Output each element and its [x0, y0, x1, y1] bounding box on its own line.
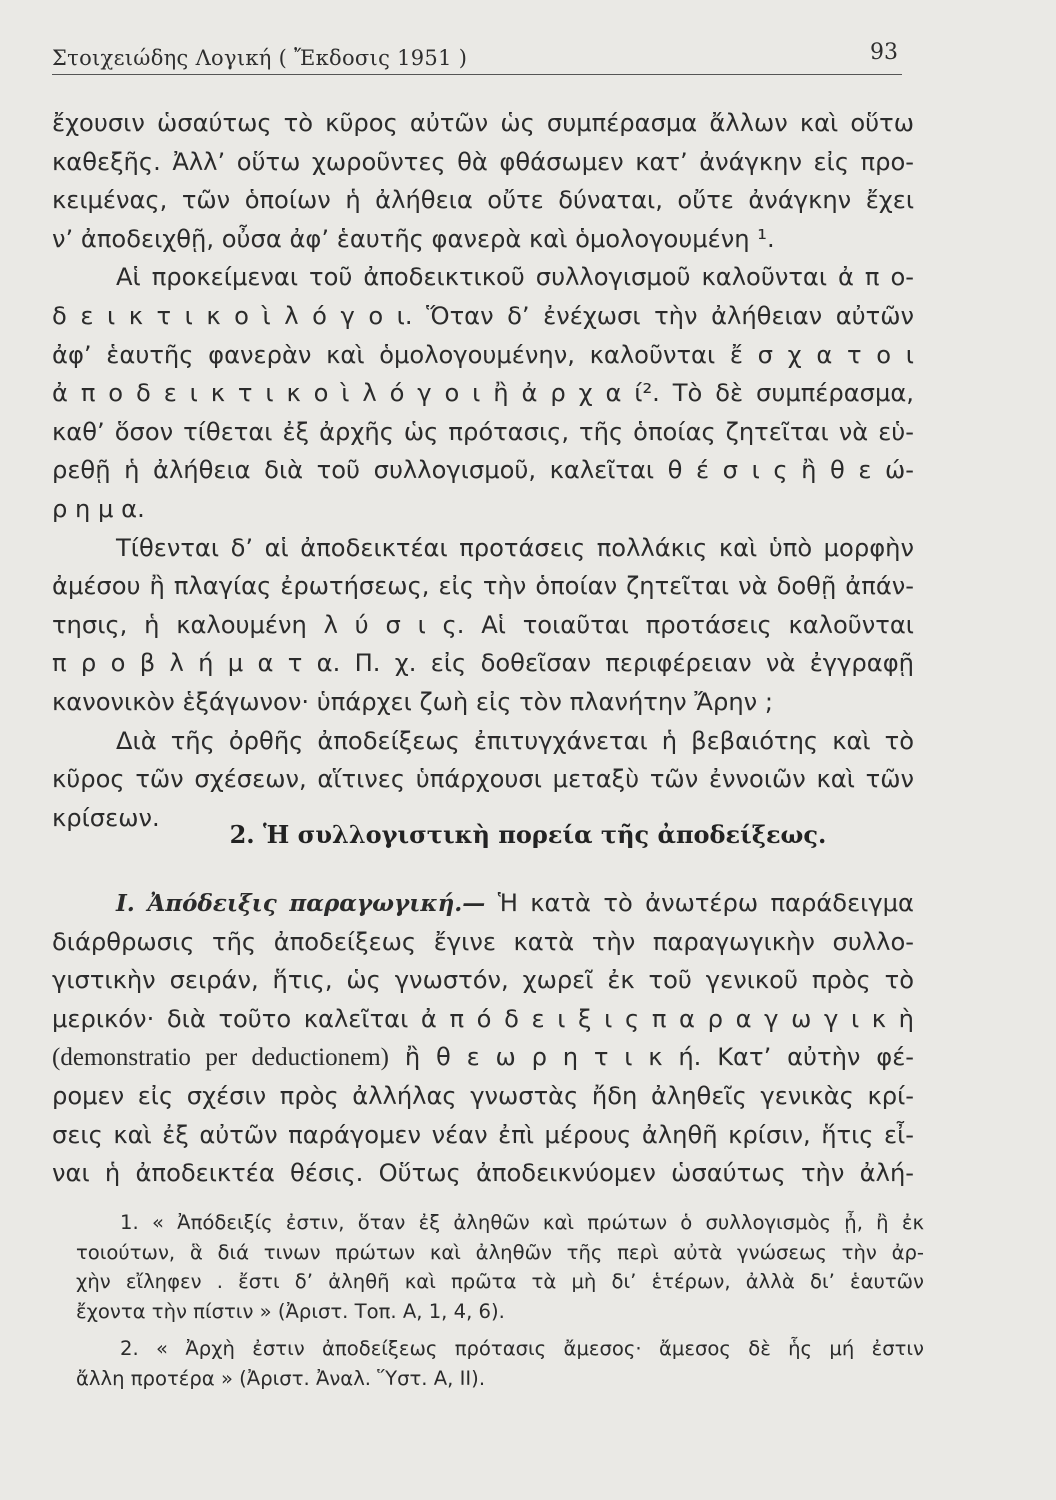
text-line: ἀ π ο δ ε ι κ τ ι κ ο ὶ λ ό γ ο ι ἢ ἀ ρ χ α ί². Τὸ δὲ συμπέρασμα,	[52, 379, 914, 408]
text-line: Τίθενται δ’ αἱ ἀποδεικτέαι προτάσεις πολλάκις καὶ ὑπὸ μορφὴν	[116, 533, 914, 562]
text-line: π ρ ο β λ ή μ α τ α. Π. χ. εἰς δοθεῖσαν περιφέρειαν νὰ ἐγγραφῇ	[52, 649, 914, 678]
text-line: κρίσεων.	[52, 803, 160, 832]
text-line: ἀμέσου ἢ πλαγίας ἐρωτήσεως, εἰς τὴν ὁποίαν ζητεῖται νὰ δοθῇ ἀπάν-	[52, 572, 914, 601]
subheading-line-rest: Ἡ κατὰ τὸ ἀνωτέρω παράδειγμα	[497, 889, 914, 917]
text-line: ν’ ἀποδειχθῇ, οὖσα ἀφ’ ἑαυτῆς φανερὰ καὶ ὁμολογουμένη ¹.	[52, 224, 775, 253]
footnotes	[76, 1208, 924, 1394]
text-line: ἀφ’ ἑαυτῆς φανερὰν καὶ ὁμολογουμένην, καλοῦνται ἔ σ χ α τ ο ι	[52, 340, 914, 369]
text-line: κειμένας, τῶν ὁποίων ἡ ἀλήθεια οὔτε δύναται, οὔτε ἀνάγκην ἔχει	[52, 186, 914, 215]
footnote-line: ἄλλη προτέρα » (Ἀριστ. Ἀναλ. Ὕστ. Α, ΙΙ).	[76, 1366, 486, 1390]
text-line: ρεθῇ ἡ ἀλήθεια διὰ τοῦ συλλογισμοῦ, καλεῖται θ έ σ ι ς ἢ θ ε ώ-	[52, 456, 914, 485]
text-line: μερικόν· διὰ τοῦτο καλεῖται ἀ π ό δ ε ι ξ ι ς π α ρ α γ ω γ ι κ ὴ	[52, 1004, 914, 1033]
footnote-line: χὴν εἴληφεν . ἔστι δ’ ἀληθῆ καὶ πρῶτα τὰ μὴ δι’ ἑτέρων, ἀλλὰ δι’ ἑαυτῶν	[76, 1270, 924, 1294]
section-heading: 2. Ἡ συλλογιστικὴ πορεία τῆς ἀποδείξεως.	[229, 820, 827, 849]
latin-line-rest: ἢ θ ε ω ρ η τ ι κ ή. Κατ’ αὐτὴν φέ-	[404, 1043, 914, 1072]
text-line: σεις καὶ ἐξ αὐτῶν παράγομεν νέαν ἐπὶ μέρους ἀληθῆ κρίσιν, ἥτις εἶ-	[52, 1120, 914, 1149]
footnote-line: 2. « Ἀρχὴ ἐστιν ἀποδείξεως πρότασις ἄμεσος· ἄμεσος δὲ ἧς μή ἐστιν	[120, 1337, 924, 1361]
text-line: ρ η μ α.	[52, 494, 145, 523]
body-paragraphs	[52, 104, 914, 837]
footnote-1	[76, 1208, 924, 1326]
footnote-line: 1. « Ἀπόδειξίς ἐστιν, ὅταν ἐξ ἀληθῶν καὶ πρώτων ὁ συλλογισμὸς ᾖ, ἢ ἐκ	[120, 1211, 924, 1234]
latin-term: (demonstratio per deductionem)	[52, 1044, 389, 1072]
subheading: I. Ἀπόδειξις παραγωγική.—	[116, 890, 486, 917]
page-number: 93	[870, 40, 898, 65]
latin-line	[52, 1038, 914, 1077]
running-title: Στοιχειώδης Λογική ( Ἔκδοσις 1951 )	[52, 46, 468, 70]
footnote-gap	[76, 1326, 924, 1334]
text-line: Αἱ προκείμεναι τοῦ ἀποδεικτικοῦ συλλογισμοῦ καλοῦνται ἀ π ο-	[116, 263, 914, 292]
text-line: διάρθρωσις τῆς ἀποδείξεως ἔγινε κατὰ τὴν παραγωγικὴν συλλο-	[52, 927, 914, 956]
footnote-line: ἔχοντα τὴν πίστιν » (Ἀριστ. Τοπ. Α, 1, 4, 6).	[76, 1299, 505, 1323]
text-line: ἔχουσιν ὡσαύτως τὸ κῦρος αὐτῶν ὡς συμπέρασμα ἄλλων καὶ οὕτω	[52, 109, 914, 137]
text-line: ναι ἡ ἀποδεικτέα θέσις. Οὕτως ἀποδεικνύομεν ὡσαύτως τὴν ἀλή-	[52, 1159, 914, 1188]
subheading-line	[52, 884, 914, 923]
text-line: κανονικὸν ἑξάγωνον· ὑπάρχει ζωὴ εἰς τὸν πλανήτην Ἄρην ;	[52, 687, 774, 716]
text-line: γιστικὴν σειράν, ἥτις, ὡς γνωστόν, χωρεῖ ἐκ τοῦ γενικοῦ πρὸς τὸ	[52, 966, 914, 995]
text-line: καθεξῆς. Ἀλλ’ οὕτω χωροῦντες θὰ φθάσωμεν κατ’ ἀνάγκην εἰς προ-	[52, 147, 914, 176]
text-line: κῦρος τῶν σχέσεων, αἵτινες ὑπάρχουσι μεταξὺ τῶν ἐννοιῶν καὶ τῶν	[52, 765, 914, 794]
text-line: τησις, ἡ καλουμένη λ ύ σ ι ς. Αἱ τοιαῦται προτάσεις καλοῦνται	[52, 610, 914, 639]
section-paragraph	[52, 884, 914, 1193]
text-line: Διὰ τῆς ὀρθῆς ἀποδείξεως ἐπιτυγχάνεται ἡ βεβαιότης καὶ τὸ	[116, 726, 914, 755]
text-line: καθ’ ὅσον τίθεται ἐξ ἀρχῆς ὡς πρότασις, τῆς ὁποίας ζητεῖται νὰ εὑ-	[52, 417, 914, 446]
text-line: δ ε ι κ τ ι κ ο ὶ λ ό γ ο ι. Ὅταν δ’ ἐνέχωσι τὴν ἀλήθειαν αὐτῶν	[52, 301, 914, 330]
text-line: ρομεν εἰς σχέσιν πρὸς ἀλλήλας γνωστὰς ἤδη ἀληθεῖς γενικὰς κρί-	[52, 1081, 914, 1110]
running-head	[52, 40, 902, 75]
footnote-line: τοιούτων, ἃ διά τινων πρώτων καὶ ἀληθῶν τῆς περὶ αὐτὰ γνώσεως τὴν ἀρ-	[76, 1240, 924, 1264]
footnote-2	[76, 1334, 924, 1393]
